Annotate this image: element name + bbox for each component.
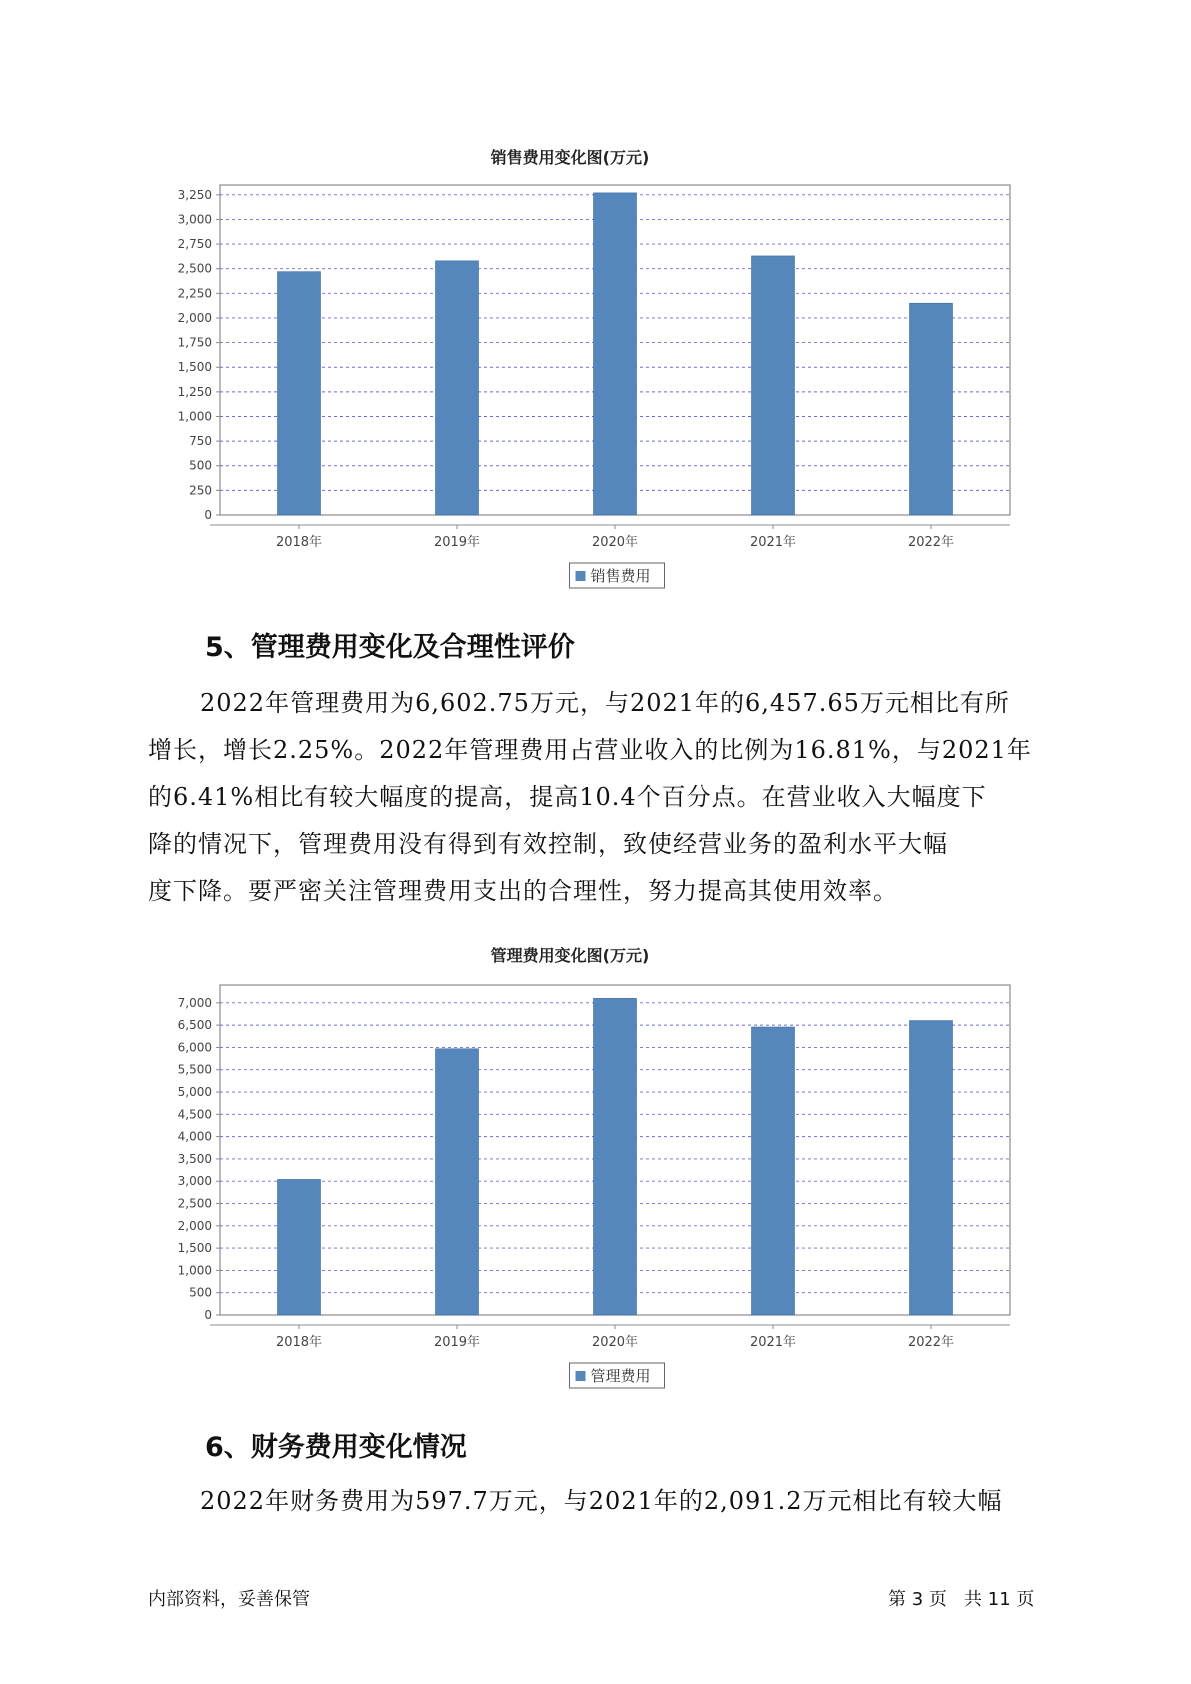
sales-expense-chart bbox=[0, 170, 1140, 590]
bar bbox=[436, 261, 479, 515]
x-tick-label: 2020年 bbox=[591, 1335, 639, 1350]
y-tick-label: 250 bbox=[189, 483, 212, 498]
y-tick-label: 6,500 bbox=[177, 1018, 212, 1033]
admin-expense-chart bbox=[0, 970, 1140, 1390]
y-tick-label: 5,500 bbox=[177, 1062, 212, 1077]
y-tick-label: 1,750 bbox=[177, 335, 212, 350]
y-tick-label: 2,000 bbox=[177, 1218, 212, 1233]
legend-swatch bbox=[576, 571, 586, 581]
y-tick-label: 1,250 bbox=[177, 384, 212, 399]
paragraph-line: 2022年管理费用为6,602.75万元，与2021年的6,457.65万元相比有所 bbox=[200, 689, 1010, 717]
y-tick-label: 750 bbox=[189, 434, 212, 449]
x-tick-label: 2018年 bbox=[275, 535, 323, 550]
y-tick-label: 4,500 bbox=[177, 1107, 212, 1122]
section-6-heading: 6、财务费用变化情况 bbox=[205, 1432, 467, 1463]
y-tick-label: 2,000 bbox=[177, 310, 212, 325]
bar bbox=[436, 1049, 479, 1315]
admin-expense-chart-title: 管理费用变化图(万元) bbox=[490, 946, 650, 965]
bar bbox=[752, 256, 795, 515]
y-tick-label: 1,500 bbox=[177, 360, 212, 375]
y-tick-label: 1,500 bbox=[177, 1241, 212, 1256]
paragraph-line: 度下降。要严密关注管理费用支出的合理性，努力提高其使用效率。 bbox=[148, 877, 898, 905]
footer-confidential-note: 内部资料，妥善保管 bbox=[148, 1589, 310, 1610]
y-tick-label: 2,500 bbox=[177, 261, 212, 276]
bar bbox=[278, 1179, 321, 1315]
y-tick-label: 3,000 bbox=[177, 212, 212, 227]
y-tick-label: 2,250 bbox=[177, 286, 212, 301]
y-tick-label: 2,500 bbox=[177, 1196, 212, 1211]
x-tick-label: 2022年 bbox=[907, 1335, 955, 1350]
paragraph-line: 增长，增长2.25%。2022年管理费用占营业收入的比例为16.81%，与2021年 bbox=[148, 736, 1032, 764]
y-tick-label: 3,250 bbox=[177, 187, 212, 202]
section-6-paragraph bbox=[148, 1478, 1053, 1525]
y-tick-label: 1,000 bbox=[177, 1263, 212, 1278]
legend-label: 销售费用 bbox=[590, 567, 651, 585]
x-tick-label: 2021年 bbox=[749, 535, 797, 550]
section-5-heading: 5、管理费用变化及合理性评价 bbox=[205, 632, 575, 663]
footer-page-number: 第 3 页 共 11 页 bbox=[888, 1589, 1035, 1610]
y-tick-label: 0 bbox=[204, 508, 212, 522]
y-tick-label: 500 bbox=[189, 1285, 212, 1300]
sales-expense-chart-title: 销售费用变化图(万元) bbox=[490, 148, 650, 167]
x-tick-label: 2018年 bbox=[275, 1335, 323, 1350]
y-tick-label: 5,000 bbox=[177, 1085, 212, 1100]
y-tick-label: 4,000 bbox=[177, 1129, 212, 1144]
x-tick-label: 2021年 bbox=[749, 1335, 797, 1350]
bar bbox=[278, 272, 321, 515]
x-tick-label: 2019年 bbox=[433, 535, 481, 550]
y-tick-label: 2,750 bbox=[177, 237, 212, 252]
paragraph-line: 的6.41%相比有较大幅度的提高，提高10.4个百分点。在营业收入大幅度下 bbox=[148, 783, 987, 811]
paragraph-line: 降的情况下，管理费用没有得到有效控制，致使经营业务的盈利水平大幅 bbox=[148, 830, 948, 858]
x-tick-label: 2019年 bbox=[433, 1335, 481, 1350]
legend-label: 管理费用 bbox=[590, 1367, 651, 1385]
legend-swatch bbox=[576, 1371, 586, 1381]
paragraph-line: 2022年财务费用为597.7万元，与2021年的2,091.2万元相比有较大幅 bbox=[200, 1487, 1003, 1515]
y-tick-label: 7,000 bbox=[177, 995, 212, 1010]
bar bbox=[594, 998, 637, 1315]
y-tick-label: 3,000 bbox=[177, 1174, 212, 1189]
y-tick-label: 500 bbox=[189, 458, 212, 473]
bar bbox=[594, 193, 637, 515]
bar bbox=[752, 1027, 795, 1315]
y-tick-label: 1,000 bbox=[177, 409, 212, 424]
y-tick-label: 6,000 bbox=[177, 1040, 212, 1055]
bar bbox=[910, 1021, 953, 1315]
bar bbox=[910, 303, 953, 515]
x-tick-label: 2022年 bbox=[907, 535, 955, 550]
y-tick-label: 3,500 bbox=[177, 1151, 212, 1166]
y-tick-label: 0 bbox=[204, 1308, 212, 1322]
x-tick-label: 2020年 bbox=[591, 535, 639, 550]
section-5-paragraph bbox=[148, 680, 1053, 915]
